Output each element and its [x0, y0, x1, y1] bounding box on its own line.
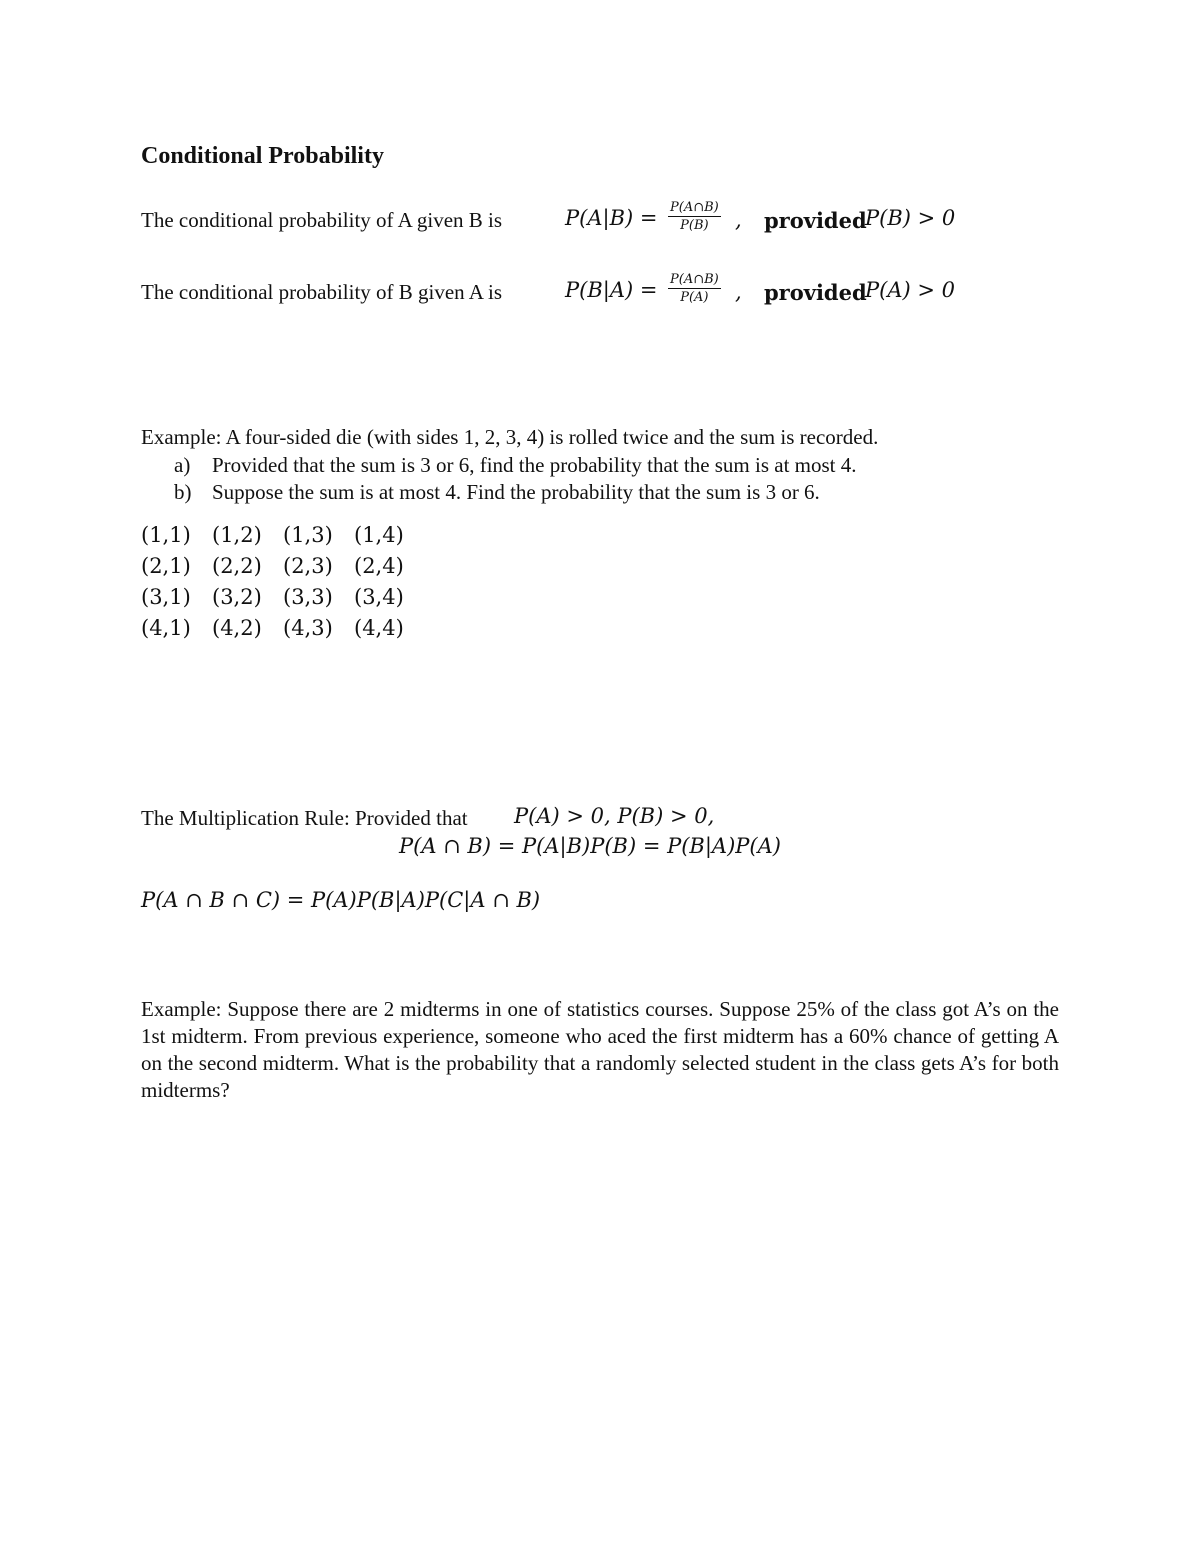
fraction-a-given-b	[668, 199, 721, 234]
page-title: Conditional Probability	[141, 143, 384, 169]
outcome-cell: (1,2)	[212, 523, 262, 547]
multiplication-rule-condition: P(A) > 0, P(B) > 0,	[514, 804, 715, 828]
outcome-cell: (3,3)	[283, 585, 333, 609]
outcome-cell: (4,3)	[283, 616, 333, 640]
outcome-cell: (4,4)	[354, 616, 404, 640]
list-marker-a: a)	[174, 453, 191, 477]
list-item-a: Provided that the sum is 3 or 6, find the probability that the sum is at most 4.	[212, 453, 857, 477]
outcome-row	[141, 520, 425, 551]
definition-lead-a-given-b: The conditional probability of A given B is	[141, 208, 503, 232]
outcome-cell: (3,4)	[354, 585, 404, 609]
outcome-cell: (1,3)	[283, 523, 333, 547]
outcome-cell: (2,2)	[212, 554, 262, 578]
outcome-cell: (2,3)	[283, 554, 333, 578]
fraction-numerator: P(A∩B)	[670, 200, 719, 215]
fraction-denominator: P(A)	[680, 290, 709, 305]
multiplication-rule-two-events: P(A ∩ B) = P(A|B)P(B) = P(B|A)P(A)	[399, 834, 781, 858]
outcome-row	[141, 582, 425, 613]
provided-word: provided	[764, 280, 867, 305]
multiplication-rule-three-events: P(A ∩ B ∩ C) = P(A)P(B|A)P(C|A ∩ B)	[141, 888, 541, 912]
list-marker-b: b)	[174, 480, 192, 504]
fraction-denominator: P(B)	[680, 218, 709, 233]
formula-lhs-a-given-b: P(A|B) =	[565, 206, 658, 230]
outcome-row	[141, 551, 425, 582]
outcome-cell: (1,1)	[141, 523, 191, 547]
outcome-cell: (3,2)	[212, 585, 262, 609]
outcome-row	[141, 613, 425, 644]
outcome-cell: (2,4)	[354, 554, 404, 578]
definition-lead-b-given-a: The conditional probability of B given A is	[141, 280, 503, 304]
outcome-cell: (4,2)	[212, 616, 262, 640]
list-item-b: Suppose the sum is at most 4. Find the probability that the sum is 3 or 6.	[212, 480, 820, 504]
formula-comma: ,	[735, 208, 742, 232]
outcome-cell: (3,1)	[141, 585, 191, 609]
outcome-grid	[141, 520, 425, 644]
example1-intro: Example: A four-sided die (with sides 1, 2, 3, 4) is rolled twice and the sum is recorded.	[141, 425, 879, 449]
formula-lhs-b-given-a: P(B|A) =	[565, 278, 658, 302]
outcome-cell: (2,1)	[141, 554, 191, 578]
example2-paragraph: Example: Suppose there are 2 midterms in one of statistics courses. Suppose 25% of the class got A’s on the 1st midterm. From previous experience, someone who aced the first midterm has a 60% chance of getting A on the second midterm. What is the probability that a randomly selected student in the class gets A’s for both midterms?	[141, 997, 1059, 1102]
formula-comma: ,	[735, 280, 742, 304]
provided-word: provided	[764, 208, 867, 233]
condition-b-positive: P(B) > 0	[865, 206, 956, 230]
fraction-numerator: P(A∩B)	[670, 272, 719, 287]
outcome-cell: (4,1)	[141, 616, 191, 640]
multiplication-rule-lead: The Multiplication Rule: Provided that	[141, 806, 468, 830]
condition-a-positive: P(A) > 0	[865, 278, 955, 302]
outcome-cell: (1,4)	[354, 523, 404, 547]
fraction-b-given-a	[668, 271, 721, 306]
